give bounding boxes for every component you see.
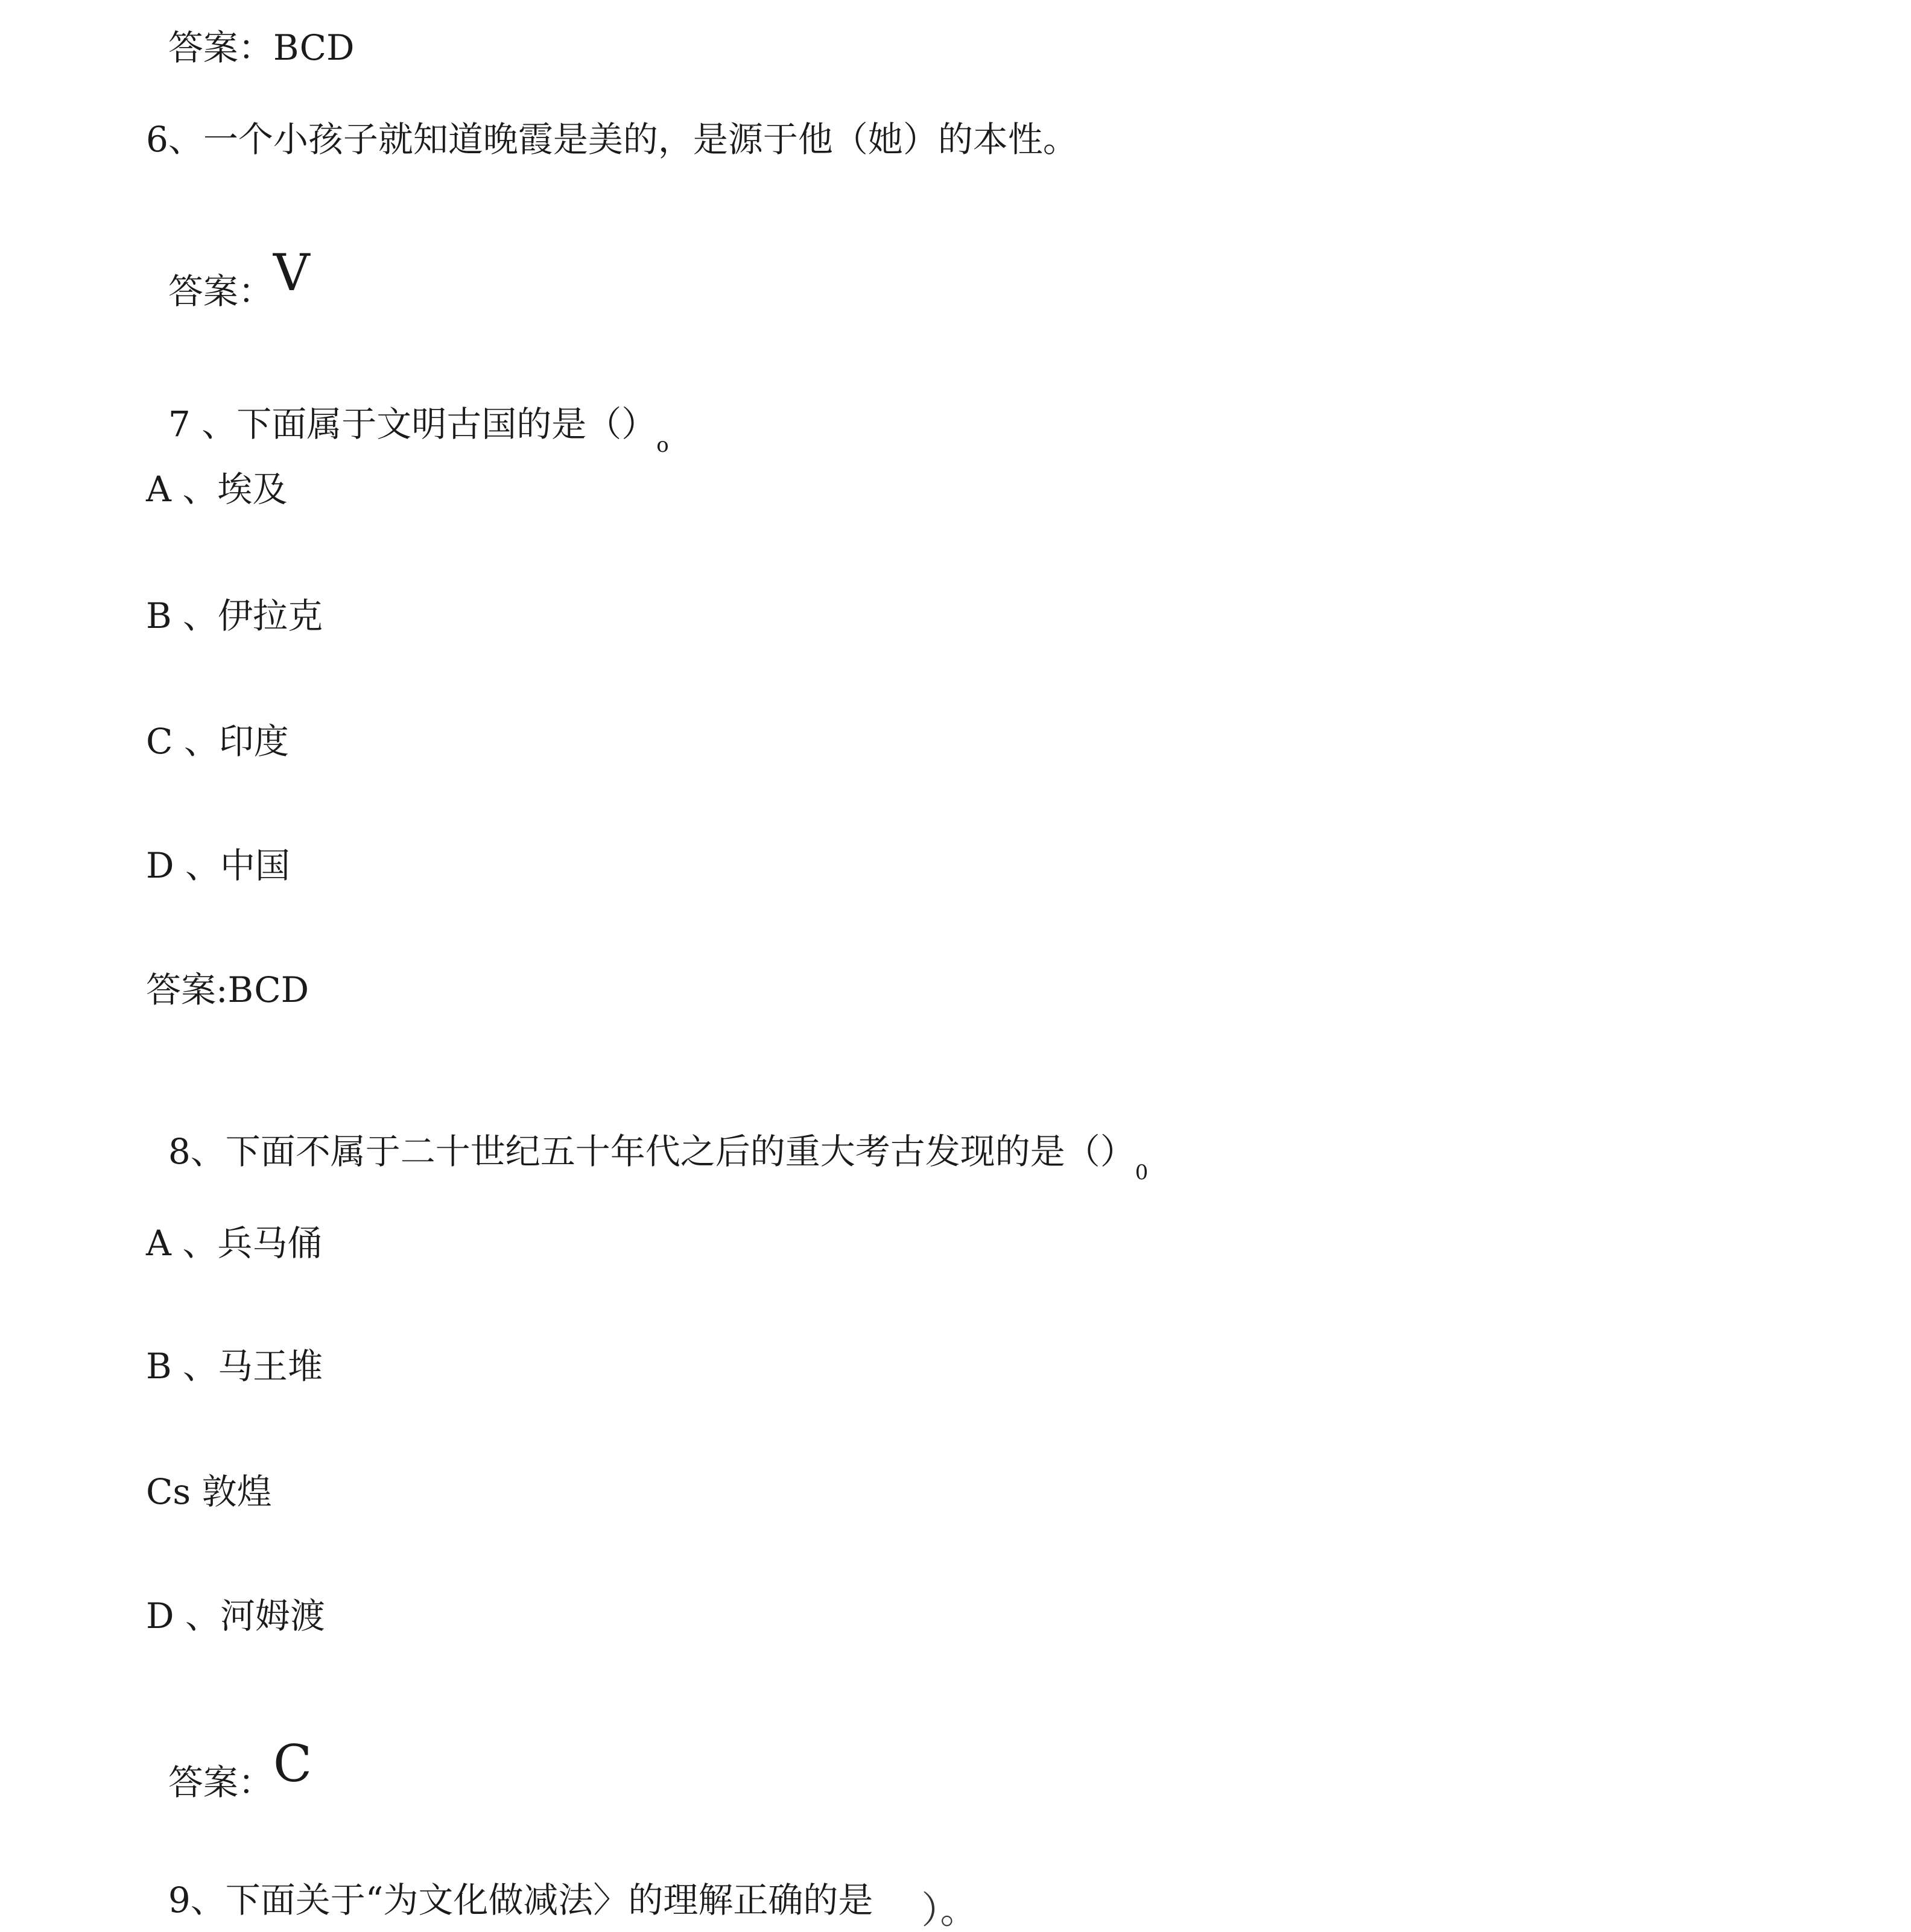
question-9	[146, 1846, 978, 1932]
option-8b: B 、马王堆	[146, 1346, 323, 1387]
question-8	[146, 1099, 1149, 1185]
option-8c: Cs 敦煌	[146, 1471, 272, 1512]
option-7d: D 、中国	[146, 845, 290, 886]
question-7	[146, 372, 669, 457]
answer-label: 答案：	[168, 27, 273, 68]
question-end-mark: o	[656, 433, 669, 457]
answer-line-prev	[146, 0, 355, 68]
answer-label: 答案：	[168, 271, 273, 312]
question-tail: ）。	[921, 1888, 978, 1932]
question-text: 7 、下面属于文明古国的是（）	[168, 404, 657, 445]
answer-value: C	[273, 1734, 312, 1793]
answer-value: V	[273, 243, 310, 302]
option-7c: C 、印度	[146, 721, 289, 762]
option-7a: A 、埃及	[146, 469, 288, 510]
answer-line-8	[146, 1717, 312, 1802]
question-end-mark: 0	[1135, 1161, 1149, 1185]
option-8a: A 、兵马俑	[146, 1223, 323, 1264]
option-7b: B 、伊拉克	[146, 595, 323, 636]
answer-value: BCD	[273, 27, 355, 68]
answer-line-7: 答案:BCD	[146, 969, 309, 1010]
option-8d: D 、河姆渡	[146, 1595, 325, 1636]
answer-label: 答案：	[168, 1762, 273, 1803]
answer-line-6	[146, 226, 310, 311]
question-text: 9、下面关于“为文化做减法〉的理解正确的是	[168, 1880, 873, 1921]
question-6: 6、一个小孩子就知道晚霞是美的，是源于他（她）的本性。	[146, 119, 1078, 160]
question-text: 8、下面不属于二十世纪五十年代之后的重大考古发现的是（）	[168, 1131, 1135, 1172]
